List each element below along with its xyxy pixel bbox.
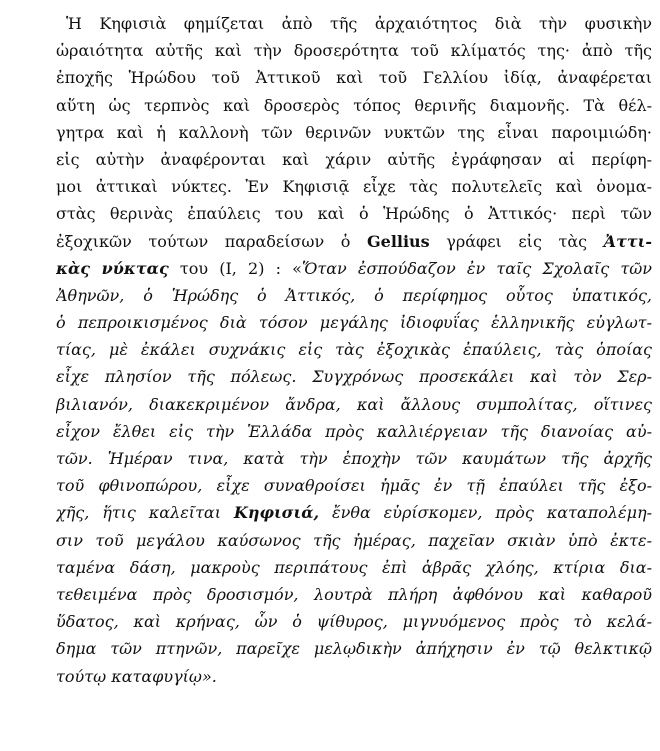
- text-line: [56, 282, 652, 309]
- text-line: [56, 146, 652, 173]
- text-segment: ὡραιότητα αὐτῆς καὶ τὴν δροσερότητα τοῦ κλίματός της· ἀπὸ τῆς: [56, 41, 652, 61]
- italic-text-segment: ταμένα δάση, μακροὺς περιπάτους ἐπὶ ἁβρᾶς χλόης, κτίρια δια-: [56, 557, 652, 577]
- italic-text-segment: Ὅταν ἐσπούδαζον ἐν ταῖς Σχολαῖς τῶν: [301, 258, 652, 278]
- text-line: [56, 64, 652, 91]
- text-segment: ἐξοχικῶν τούτων παραδείσων ὁ: [56, 231, 367, 251]
- text-line: [56, 391, 652, 418]
- text-segment: εἰς αὐτὴν ἀναφέρονται καὶ χάριν αὐτῆς ἐγράφησαν αἱ περίφη-: [56, 149, 652, 169]
- text-line: [56, 200, 652, 227]
- bold-text-segment: Κηφισιά,: [233, 503, 320, 523]
- text-line: [56, 554, 652, 581]
- text-segment: αὕτη ὡς τερπνὸς καὶ δροσερὸς τόπος θερινῆς διαμονῆς. Τὰ θέλ-: [56, 95, 652, 115]
- bold-text-segment: Ἀττι-: [603, 231, 652, 251]
- italic-text-segment: τούτῳ καταφυγίῳ».: [56, 666, 217, 686]
- text-segment: μοι ἀττικαὶ νύκτες. Ἐν Κηφισιᾷ εἶχε τὰς πολυτελεῖς καὶ ὀνομα-: [56, 177, 652, 197]
- italic-text-segment: σιν τοῦ μεγάλου καύσωνος τῆς ἡμέρας, παχεῖαν σκιὰν ὑπὸ ἐκτε-: [56, 530, 652, 550]
- bold-text-segment: Gellius: [366, 231, 430, 251]
- text-segment: Ἡ Κηφισιὰ φημίζεται ἀπὸ τῆς ἀρχαιότητος διὰ τὴν φυσικὴν: [66, 14, 652, 33]
- text-segment: ἐποχῆς Ἡρώδου τοῦ Ἀττικοῦ καὶ τοῦ Γελλίου ἰδίᾳ, ἀναφέρεται: [56, 68, 652, 88]
- text-line: [56, 173, 652, 200]
- italic-text-segment: τίας, μὲ ἐκάλει συχνάκις εἰς τὰς ἐξοχικὰς ἐπαύλεις, τὰς ὁποίας: [56, 340, 652, 360]
- italic-text-segment: εἶχε πλησίον τῆς πόλεως. Συγχρόνως προσεκάλει καὶ τὸν Σερ-: [56, 367, 652, 387]
- text-line: [56, 228, 652, 255]
- italic-text-segment: δημα τῶν πτηνῶν, παρεῖχε μελῳδικὴν ἀπήχησιν ἐν τῷ θελκτικῷ: [56, 639, 652, 659]
- text-line: [56, 363, 652, 390]
- italic-text-segment: τῶν. Ἡμέραν τινα, κατὰ τὴν ἐποχὴν τῶν καυμάτων τῆς ἀρχῆς: [56, 449, 652, 468]
- document-page: [56, 10, 652, 690]
- text-line: [56, 119, 652, 146]
- italic-text-segment: εἶχον ἔλθει εἰς τὴν Ἑλλάδα πρὸς καλλιέργειαν τῆς διανοίας αὐ-: [56, 421, 652, 441]
- text-line: [56, 445, 652, 472]
- italic-text-segment: βιλιανόν, διακεκριμένον ἄνδρα, καὶ ἄλλους συμπολίτας, οἵτινες: [56, 394, 652, 414]
- text-line: [56, 472, 652, 499]
- italic-text-segment: ὁ πεπροικισμένος διὰ τόσον μεγάλης ἰδιοφυΐας ἑλληνικῆς εὐγλωτ-: [56, 313, 652, 333]
- text-segment: στὰς θερινὰς ἐπαύλεις του καὶ ὁ Ἡρώδης ὁ Ἀττικός· περὶ τῶν: [56, 204, 652, 224]
- italic-text-segment: ὕδατος, καὶ κρήνας, ὧν ὁ ψίθυρος, μιγνυόμενος πρὸς τὸ κελά-: [56, 612, 652, 632]
- text-segment: του (I, 2) : «: [168, 258, 302, 278]
- text-line: [56, 255, 652, 282]
- italic-text-segment: Ἀθηνῶν, ὁ Ἡρώδης ὁ Ἀττικός, ὁ περίφημος οὗτος ὑπατικός,: [56, 285, 652, 305]
- italic-text-segment: τεθειμένα πρὸς δροσισμόν, λουτρὰ πλήρη ἀφθόνου καὶ καθαροῦ: [56, 584, 652, 604]
- italic-text-segment: τοῦ φθινοπώρου, εἶχε συναθροίσει ἡμᾶς ἐν τῇ ἐπαύλει τῆς ἐξο-: [56, 476, 652, 496]
- text-line: [56, 663, 652, 690]
- text-line: [56, 581, 652, 608]
- text-segment: γητρα καὶ ἡ καλλονὴ τῶν θερινῶν νυκτῶν της εἶναι παροιμιώδη·: [56, 122, 652, 142]
- text-segment: γράφει εἰς τὰς: [429, 231, 604, 251]
- italic-text-segment: ἔνθα εὑρίσκομεν, πρὸς καταπολέμη-: [319, 503, 652, 523]
- text-line: [56, 635, 652, 662]
- text-line: [56, 10, 652, 37]
- text-line: [56, 499, 652, 526]
- text-line: [56, 336, 652, 363]
- text-line: [56, 608, 652, 635]
- text-line: [56, 418, 652, 445]
- text-line: [56, 92, 652, 119]
- bold-text-segment: κὰς νύκτας: [56, 258, 169, 278]
- text-line: [56, 309, 652, 336]
- text-line: [56, 527, 652, 554]
- text-line: [56, 37, 652, 64]
- italic-text-segment: χῆς, ἥτις καλεῖται: [56, 503, 234, 523]
